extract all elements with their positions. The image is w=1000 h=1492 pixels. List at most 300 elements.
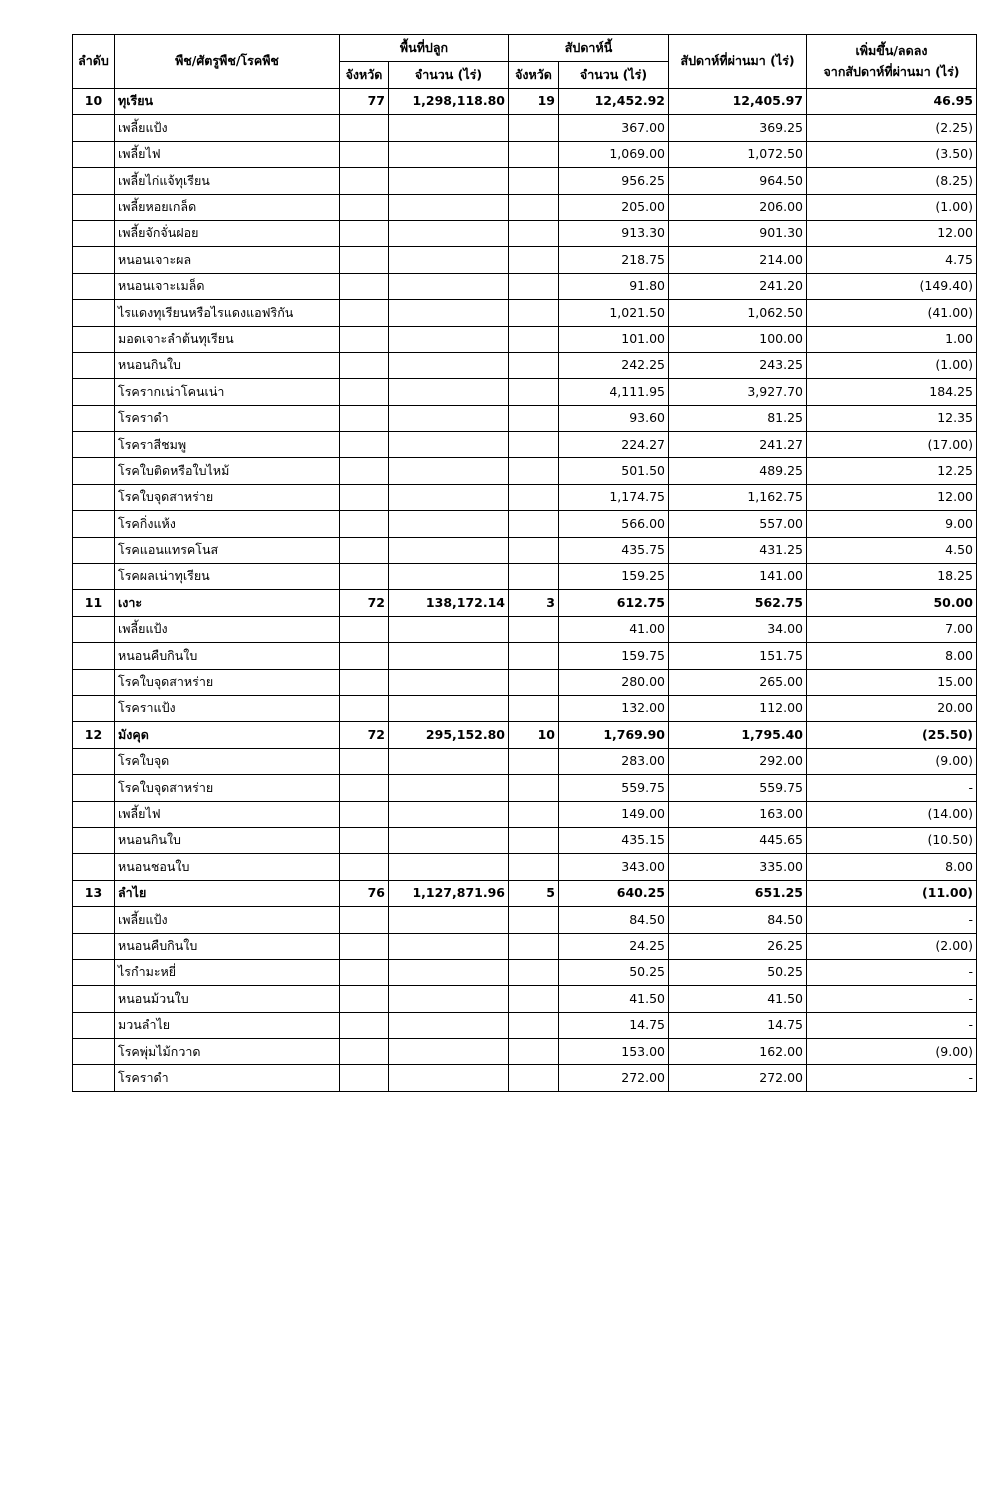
cell-planted-province: 76 — [340, 880, 389, 906]
cell-planted-province — [340, 1039, 389, 1065]
cell-planted-area — [389, 1012, 509, 1038]
header-planted-area: พื้นที่ปลูก — [340, 35, 509, 62]
header-planted-province: จังหวัด — [340, 62, 389, 89]
cell-planted-province — [340, 986, 389, 1012]
cell-change: 1.00 — [807, 326, 977, 352]
cell-planted-area — [389, 775, 509, 801]
cell-last-week: 163.00 — [669, 801, 807, 827]
cell-no — [73, 933, 115, 959]
cell-week-area: 1,069.00 — [559, 141, 669, 167]
cell-last-week: 3,927.70 — [669, 379, 807, 405]
cell-planted-province — [340, 616, 389, 642]
cell-planted-province: 72 — [340, 722, 389, 748]
cell-item-name: หนอนกินใบ — [115, 352, 340, 378]
cell-no: 13 — [73, 880, 115, 906]
cell-planted-area: 1,298,118.80 — [389, 89, 509, 115]
cell-week-province — [509, 273, 559, 299]
cell-planted-area — [389, 352, 509, 378]
cell-last-week: 41.50 — [669, 986, 807, 1012]
pest-row — [73, 616, 977, 642]
cell-change: (3.50) — [807, 141, 977, 167]
pest-row — [73, 748, 977, 774]
cell-item-name: หนอนเจาะผล — [115, 247, 340, 273]
cell-planted-province — [340, 854, 389, 880]
cell-week-province — [509, 959, 559, 985]
cell-planted-province — [340, 220, 389, 246]
crop-row — [73, 880, 977, 906]
cell-change: (9.00) — [807, 1039, 977, 1065]
pest-row — [73, 432, 977, 458]
cell-last-week: 112.00 — [669, 695, 807, 721]
cell-no — [73, 959, 115, 985]
cell-week-province — [509, 643, 559, 669]
cell-planted-area — [389, 695, 509, 721]
cell-change: 50.00 — [807, 590, 977, 616]
cell-last-week: 1,072.50 — [669, 141, 807, 167]
cell-week-province — [509, 827, 559, 853]
cell-last-week: 901.30 — [669, 220, 807, 246]
pest-row — [73, 300, 977, 326]
cell-planted-province — [340, 564, 389, 590]
cell-week-area: 50.25 — [559, 959, 669, 985]
cell-change: (10.50) — [807, 827, 977, 853]
cell-planted-province — [340, 379, 389, 405]
pest-row — [73, 959, 977, 985]
cell-planted-area — [389, 564, 509, 590]
cell-week-province — [509, 616, 559, 642]
cell-no — [73, 643, 115, 669]
pest-row — [73, 379, 977, 405]
cell-change: (17.00) — [807, 432, 977, 458]
cell-planted-area — [389, 141, 509, 167]
cell-item-name: หนอนคืบกินใบ — [115, 643, 340, 669]
cell-week-area: 14.75 — [559, 1012, 669, 1038]
cell-no — [73, 564, 115, 590]
cell-last-week: 241.27 — [669, 432, 807, 458]
cell-planted-area — [389, 405, 509, 431]
cell-last-week: 272.00 — [669, 1065, 807, 1091]
cell-no — [73, 405, 115, 431]
cell-week-province — [509, 1012, 559, 1038]
cell-week-area: 435.15 — [559, 827, 669, 853]
cell-no — [73, 775, 115, 801]
cell-week-area: 224.27 — [559, 432, 669, 458]
cell-last-week: 81.25 — [669, 405, 807, 431]
cell-item-name: โรคราแป้ง — [115, 695, 340, 721]
pest-row — [73, 669, 977, 695]
cell-change: (149.40) — [807, 273, 977, 299]
cell-change: (1.00) — [807, 194, 977, 220]
cell-week-area: 272.00 — [559, 1065, 669, 1091]
cell-last-week: 84.50 — [669, 907, 807, 933]
cell-no — [73, 352, 115, 378]
crop-row — [73, 722, 977, 748]
cell-item-name: ทุเรียน — [115, 89, 340, 115]
cell-item-name: โรครากเน่าโคนเน่า — [115, 379, 340, 405]
cell-change: (1.00) — [807, 352, 977, 378]
cell-week-province — [509, 141, 559, 167]
cell-week-province — [509, 115, 559, 141]
cell-change: 12.00 — [807, 220, 977, 246]
cell-week-area: 612.75 — [559, 590, 669, 616]
cell-item-name: โรคใบจุด — [115, 748, 340, 774]
table-header — [73, 35, 977, 89]
cell-item-name: มังคุด — [115, 722, 340, 748]
cell-planted-province — [340, 748, 389, 774]
cell-week-province — [509, 511, 559, 537]
cell-item-name: โรคแอนแทรคโนส — [115, 537, 340, 563]
cell-no — [73, 511, 115, 537]
cell-planted-province — [340, 300, 389, 326]
cell-week-area: 205.00 — [559, 194, 669, 220]
pest-row — [73, 352, 977, 378]
cell-week-area: 41.00 — [559, 616, 669, 642]
cell-change: 18.25 — [807, 564, 977, 590]
cell-last-week: 26.25 — [669, 933, 807, 959]
cell-planted-area — [389, 300, 509, 326]
cell-item-name: โรคใบติดหรือใบไหม้ — [115, 458, 340, 484]
cell-last-week: 14.75 — [669, 1012, 807, 1038]
cell-change: (41.00) — [807, 300, 977, 326]
header-week-province: จังหวัด — [509, 62, 559, 89]
cell-last-week: 335.00 — [669, 854, 807, 880]
cell-planted-province — [340, 695, 389, 721]
header-last-week: สัปดาห์ที่ผ่านมา (ไร่) — [669, 35, 807, 89]
cell-week-area: 559.75 — [559, 775, 669, 801]
cell-change: (9.00) — [807, 748, 977, 774]
cell-item-name: ไรแดงทุเรียนหรือไรแดงแอฟริกัน — [115, 300, 340, 326]
cell-no — [73, 1065, 115, 1091]
cell-no — [73, 748, 115, 774]
cell-week-area: 218.75 — [559, 247, 669, 273]
cell-planted-area: 138,172.14 — [389, 590, 509, 616]
cell-item-name: หนอนม้วนใบ — [115, 986, 340, 1012]
cell-item-name: เพลี้ยไก่แจ้ทุเรียน — [115, 168, 340, 194]
cell-last-week: 50.25 — [669, 959, 807, 985]
cell-week-area: 640.25 — [559, 880, 669, 906]
cell-last-week: 34.00 — [669, 616, 807, 642]
cell-last-week: 489.25 — [669, 458, 807, 484]
pest-row — [73, 458, 977, 484]
cell-week-area: 101.00 — [559, 326, 669, 352]
cell-week-province — [509, 1039, 559, 1065]
cell-week-province — [509, 854, 559, 880]
cell-week-province — [509, 458, 559, 484]
cell-change: (14.00) — [807, 801, 977, 827]
cell-planted-area — [389, 220, 509, 246]
cell-last-week: 141.00 — [669, 564, 807, 590]
cell-planted-area — [389, 115, 509, 141]
cell-change: - — [807, 986, 977, 1012]
cell-planted-province — [340, 115, 389, 141]
cell-week-province — [509, 537, 559, 563]
cell-planted-province — [340, 1012, 389, 1038]
cell-change: (25.50) — [807, 722, 977, 748]
cell-week-province: 10 — [509, 722, 559, 748]
cell-week-province — [509, 247, 559, 273]
cell-last-week: 12,405.97 — [669, 89, 807, 115]
header-item: พืช/ศัตรูพืช/โรคพืช — [115, 35, 340, 89]
cell-planted-province — [340, 247, 389, 273]
cell-week-area: 159.25 — [559, 564, 669, 590]
cell-planted-province — [340, 775, 389, 801]
cell-change: (2.25) — [807, 115, 977, 141]
cell-item-name: โรคพุ่มไม้กวาด — [115, 1039, 340, 1065]
cell-no: 10 — [73, 89, 115, 115]
cell-change: - — [807, 1012, 977, 1038]
crop-row — [73, 590, 977, 616]
pest-row — [73, 564, 977, 590]
cell-no — [73, 801, 115, 827]
cell-week-province: 19 — [509, 89, 559, 115]
cell-last-week: 1,162.75 — [669, 484, 807, 510]
cell-last-week: 151.75 — [669, 643, 807, 669]
pest-row — [73, 1065, 977, 1091]
pest-row — [73, 141, 977, 167]
cell-last-week: 431.25 — [669, 537, 807, 563]
cell-week-area: 566.00 — [559, 511, 669, 537]
cell-no — [73, 854, 115, 880]
cell-planted-province — [340, 484, 389, 510]
cell-planted-area — [389, 273, 509, 299]
cell-last-week: 206.00 — [669, 194, 807, 220]
cell-planted-province — [340, 168, 389, 194]
cell-change: - — [807, 1065, 977, 1091]
cell-item-name: โรคใบจุดสาหร่าย — [115, 484, 340, 510]
cell-item-name: ลำไย — [115, 880, 340, 906]
pest-row — [73, 115, 977, 141]
cell-planted-area — [389, 748, 509, 774]
cell-week-area: 283.00 — [559, 748, 669, 774]
cell-item-name: ไรกำมะหยี่ — [115, 959, 340, 985]
cell-planted-area — [389, 907, 509, 933]
cell-week-province — [509, 748, 559, 774]
cell-week-area: 153.00 — [559, 1039, 669, 1065]
cell-week-province — [509, 326, 559, 352]
cell-item-name: หนอนคืบกินใบ — [115, 933, 340, 959]
cell-planted-area — [389, 933, 509, 959]
cell-no — [73, 907, 115, 933]
pest-report-table — [72, 34, 977, 1092]
cell-week-area: 435.75 — [559, 537, 669, 563]
cell-week-area: 280.00 — [559, 669, 669, 695]
cell-no — [73, 247, 115, 273]
cell-change: 4.50 — [807, 537, 977, 563]
cell-week-province — [509, 352, 559, 378]
cell-planted-province — [340, 669, 389, 695]
cell-planted-province — [340, 405, 389, 431]
cell-last-week: 557.00 — [669, 511, 807, 537]
cell-item-name: เพลี้ยแป้ง — [115, 907, 340, 933]
cell-no — [73, 273, 115, 299]
cell-last-week: 445.65 — [669, 827, 807, 853]
cell-planted-area — [389, 537, 509, 563]
cell-planted-province — [340, 141, 389, 167]
cell-week-province — [509, 168, 559, 194]
pest-row — [73, 1012, 977, 1038]
cell-planted-province — [340, 537, 389, 563]
cell-week-province — [509, 933, 559, 959]
cell-planted-province: 77 — [340, 89, 389, 115]
cell-week-province — [509, 907, 559, 933]
cell-last-week: 162.00 — [669, 1039, 807, 1065]
cell-planted-area — [389, 827, 509, 853]
cell-week-province — [509, 220, 559, 246]
cell-planted-area — [389, 986, 509, 1012]
cell-planted-area — [389, 458, 509, 484]
cell-item-name: เพลี้ยไฟ — [115, 141, 340, 167]
header-this-week: สัปดาห์นี้ — [509, 35, 669, 62]
cell-last-week: 964.50 — [669, 168, 807, 194]
pest-row — [73, 854, 977, 880]
cell-planted-area — [389, 854, 509, 880]
cell-item-name: โรคผลเน่าทุเรียน — [115, 564, 340, 590]
cell-change: 12.25 — [807, 458, 977, 484]
cell-week-province — [509, 484, 559, 510]
cell-item-name: เพลี้ยจักจั่นฝอย — [115, 220, 340, 246]
cell-planted-area — [389, 1039, 509, 1065]
cell-planted-province — [340, 907, 389, 933]
cell-planted-area — [389, 168, 509, 194]
cell-change: 12.35 — [807, 405, 977, 431]
pest-row — [73, 405, 977, 431]
cell-week-area: 91.80 — [559, 273, 669, 299]
cell-change: 12.00 — [807, 484, 977, 510]
cell-planted-area — [389, 432, 509, 458]
cell-last-week: 265.00 — [669, 669, 807, 695]
cell-change: 184.25 — [807, 379, 977, 405]
cell-change: 7.00 — [807, 616, 977, 642]
cell-week-province: 3 — [509, 590, 559, 616]
cell-week-area: 1,769.90 — [559, 722, 669, 748]
cell-no: 11 — [73, 590, 115, 616]
cell-planted-area — [389, 511, 509, 537]
cell-item-name: โรคใบจุดสาหร่าย — [115, 775, 340, 801]
cell-planted-province — [340, 352, 389, 378]
cell-item-name: มอดเจาะลำต้นทุเรียน — [115, 326, 340, 352]
cell-item-name: หนอนชอนใบ — [115, 854, 340, 880]
cell-no — [73, 827, 115, 853]
cell-week-area: 343.00 — [559, 854, 669, 880]
cell-item-name: หนอนเจาะเมล็ด — [115, 273, 340, 299]
cell-no — [73, 115, 115, 141]
header-change-line2: จากสัปดาห์ที่ผ่านมา (ไร่) — [823, 63, 960, 79]
cell-last-week: 562.75 — [669, 590, 807, 616]
pest-row — [73, 194, 977, 220]
cell-week-area: 242.25 — [559, 352, 669, 378]
cell-week-area: 956.25 — [559, 168, 669, 194]
table-body — [73, 89, 977, 1092]
cell-planted-province: 72 — [340, 590, 389, 616]
cell-planted-area — [389, 801, 509, 827]
cell-planted-province — [340, 959, 389, 985]
cell-change: - — [807, 775, 977, 801]
cell-week-area: 93.60 — [559, 405, 669, 431]
cell-change: 4.75 — [807, 247, 977, 273]
pest-row — [73, 247, 977, 273]
cell-planted-province — [340, 643, 389, 669]
cell-no — [73, 379, 115, 405]
cell-planted-area — [389, 379, 509, 405]
cell-week-area: 41.50 — [559, 986, 669, 1012]
cell-week-area: 367.00 — [559, 115, 669, 141]
cell-last-week: 100.00 — [669, 326, 807, 352]
cell-week-province — [509, 564, 559, 590]
cell-change: - — [807, 907, 977, 933]
cell-planted-area — [389, 669, 509, 695]
cell-last-week: 214.00 — [669, 247, 807, 273]
cell-week-province — [509, 986, 559, 1012]
cell-no — [73, 432, 115, 458]
cell-change: (11.00) — [807, 880, 977, 906]
cell-planted-area — [389, 959, 509, 985]
cell-week-area: 149.00 — [559, 801, 669, 827]
cell-no — [73, 168, 115, 194]
cell-planted-area — [389, 616, 509, 642]
cell-change: 8.00 — [807, 854, 977, 880]
cell-week-area: 1,174.75 — [559, 484, 669, 510]
cell-planted-area — [389, 247, 509, 273]
cell-week-province — [509, 669, 559, 695]
cell-no — [73, 484, 115, 510]
cell-last-week: 241.20 — [669, 273, 807, 299]
cell-last-week: 1,795.40 — [669, 722, 807, 748]
cell-week-area: 24.25 — [559, 933, 669, 959]
cell-no — [73, 616, 115, 642]
cell-item-name: โรคราสีชมพู — [115, 432, 340, 458]
cell-planted-province — [340, 827, 389, 853]
cell-planted-province — [340, 432, 389, 458]
pest-row — [73, 537, 977, 563]
cell-change: (2.00) — [807, 933, 977, 959]
pest-row — [73, 511, 977, 537]
cell-week-province — [509, 379, 559, 405]
cell-item-name: เพลี้ยแป้ง — [115, 115, 340, 141]
cell-no — [73, 300, 115, 326]
cell-item-name: โรคกิ่งแห้ง — [115, 511, 340, 537]
cell-item-name: โรคราดำ — [115, 405, 340, 431]
cell-change: (8.25) — [807, 168, 977, 194]
header-change-line1: เพิ่มขึ้น/ลดลง — [855, 43, 928, 58]
cell-planted-area: 295,152.80 — [389, 722, 509, 748]
cell-planted-province — [340, 194, 389, 220]
cell-planted-province — [340, 933, 389, 959]
cell-planted-area: 1,127,871.96 — [389, 880, 509, 906]
cell-week-area: 12,452.92 — [559, 89, 669, 115]
cell-planted-area — [389, 1065, 509, 1091]
cell-change: 15.00 — [807, 669, 977, 695]
pest-row — [73, 484, 977, 510]
cell-planted-province — [340, 326, 389, 352]
cell-planted-province — [340, 801, 389, 827]
cell-week-area: 84.50 — [559, 907, 669, 933]
cell-change: 46.95 — [807, 89, 977, 115]
cell-item-name: เพลี้ยไฟ — [115, 801, 340, 827]
cell-week-province: 5 — [509, 880, 559, 906]
pest-row — [73, 907, 977, 933]
cell-planted-province — [340, 273, 389, 299]
cell-week-province — [509, 695, 559, 721]
cell-no — [73, 220, 115, 246]
cell-week-province — [509, 405, 559, 431]
pest-row — [73, 986, 977, 1012]
cell-week-province — [509, 775, 559, 801]
cell-week-province — [509, 432, 559, 458]
cell-change: 20.00 — [807, 695, 977, 721]
header-change — [807, 35, 977, 89]
cell-planted-province — [340, 511, 389, 537]
pest-row — [73, 273, 977, 299]
